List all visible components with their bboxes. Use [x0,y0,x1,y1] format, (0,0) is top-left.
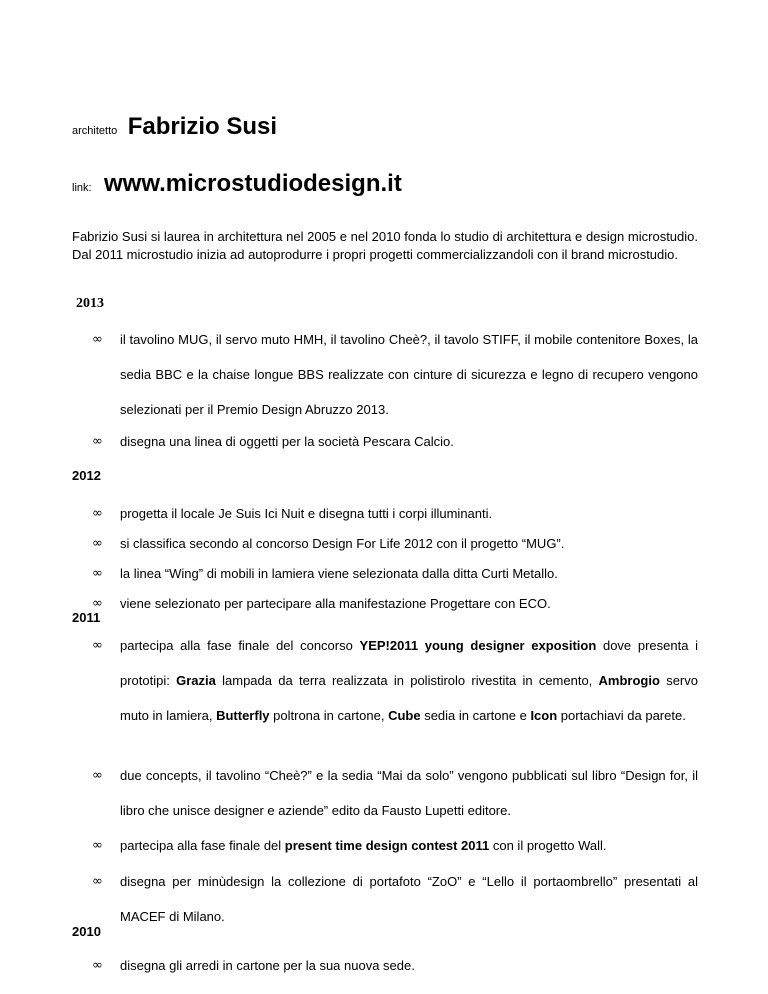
list-item [92,586,698,621]
item-text: disegna una linea di oggetti per la società Pescara Calcio. [120,434,454,449]
infinity-bullet-icon: ∞ [92,434,103,449]
link-label: link: [72,182,92,194]
item-text: due concepts, il tavolino “Cheè?” e la sedia “Mai da solo” vengono pubblicati sul libro “Design for, il libro che unisce designer e aziende” edito da Fausto Lupetti editore. [120,768,698,818]
list-item [92,322,698,427]
item-text: disegna gli arredi in cartone per la sua nuova sede. [120,958,415,973]
item-text: disegna per minùdesign la collezione di portafoto “ZoO” e “Lello il portaombrello” presentati al MACEF di Milano. [120,874,698,924]
item-text: la linea “Wing” di mobili in lamiera viene selezionata dalla ditta Curti Metallo. [120,566,558,581]
infinity-bullet-icon: ∞ [92,638,103,653]
infinity-bullet-icon: ∞ [92,536,103,551]
infinity-bullet-icon: ∞ [92,506,103,521]
infinity-bullet-icon: ∞ [92,874,103,889]
item-text: progetta il locale Je Suis Ici Nuit e disegna tutti i corpi illuminanti. [120,506,493,521]
list-item [92,948,698,983]
infinity-bullet-icon: ∞ [92,838,103,853]
architect-line [72,113,277,141]
item-text: viene selezionato per partecipare alla manifestazione Progettare con ECO. [120,596,551,611]
year-heading-2011: 2011 [72,610,101,625]
list-item [92,864,698,934]
infinity-bullet-icon: ∞ [92,332,103,347]
item-text: si classifica secondo al concorso Design For Life 2012 con il progetto “MUG”. [120,536,565,551]
list-item [92,628,698,733]
year-heading-2013: 2013 [76,296,104,311]
item-text: il tavolino MUG, il servo muto HMH, il tavolino Cheè?, il tavolo STIFF, il mobile contenitore Boxes, la sedia BBC e la chaise longue BBS realizzate con cinture di sicurezza e legno di recupero vengono selezionati per il Premio Design Abruzzo 2013. [120,332,698,417]
year-heading-2010: 2010 [72,924,101,939]
link-line [72,170,402,198]
infinity-bullet-icon: ∞ [92,958,103,973]
infinity-bullet-icon: ∞ [92,768,103,783]
intro-paragraph: Fabrizio Susi si laurea in architettura nel 2005 e nel 2010 fonda lo studio di architettura e design microstudio. Dal 2011 microstudio inizia ad autoprodurre i propri progetti commercializzandoli con il brand microstudio. [72,229,698,262]
year-heading-2012: 2012 [72,468,101,483]
item-text: partecipa alla fase finale del present time design contest 2011 con il progetto Wall. [120,838,607,853]
infinity-bullet-icon: ∞ [92,566,103,581]
architect-name: Fabrizio Susi [127,113,278,140]
list-item [92,828,698,863]
website-link[interactable]: www.microstudiodesign.it [104,170,402,197]
infinity-bullet-icon: ∞ [92,596,103,611]
list-item [92,424,698,459]
architect-label: architetto [72,125,118,137]
item-text: partecipa alla fase finale del concorso YEP!2011 young designer exposition dove presenta i prototipi: Grazia lampada da terra realizzata in polistirolo rivestita in cemento, Ambrogio servo muto in lamiera, Butterfly poltrona in cartone, Cube sedia in cartone e Icon portachiavi da parete. [120,638,698,723]
list-item [92,758,698,828]
